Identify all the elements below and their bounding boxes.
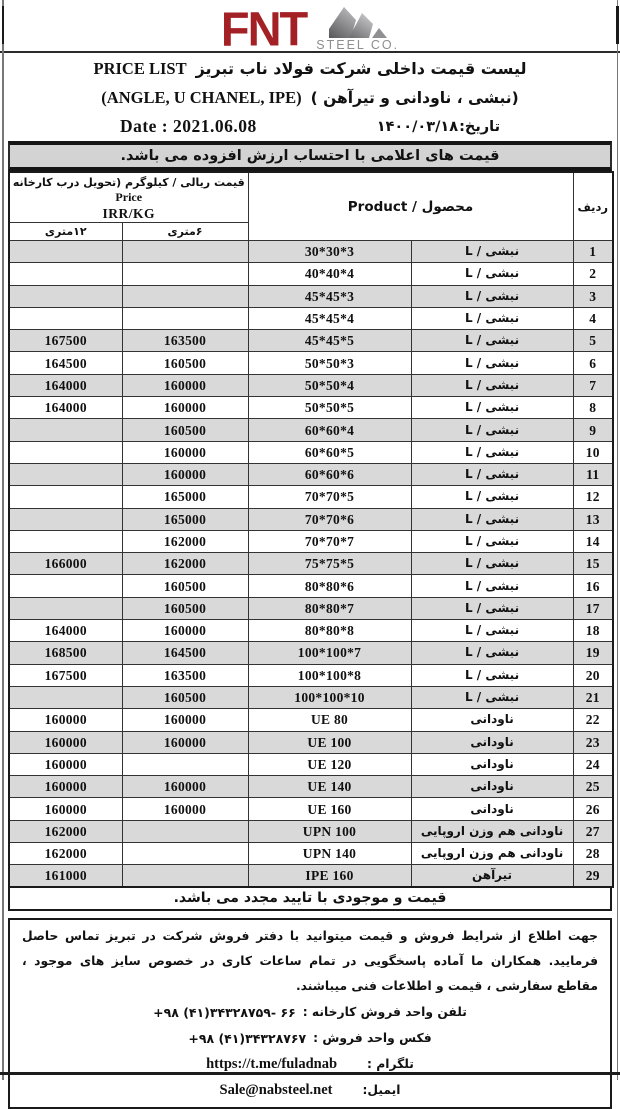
price-table (8, 171, 614, 888)
cell-no: 7 (573, 374, 613, 396)
email-label: ایمیل: (362, 1083, 401, 1098)
cell-size: 60*60*5 (248, 441, 411, 463)
scan-mark-top-left (2, 6, 5, 44)
cell-p6: 160500 (122, 597, 248, 619)
cell-p6: 165000 (122, 486, 248, 508)
date-jalali-value: ۱۴۰۰/۰۳/۱۸ (376, 118, 459, 135)
cell-size: 80*80*8 (248, 620, 411, 642)
cell-p6 (122, 241, 248, 263)
table-row (9, 843, 613, 865)
cell-no: 27 (573, 820, 613, 842)
cell-no: 15 (573, 553, 613, 575)
cell-p6: 160000 (122, 441, 248, 463)
cell-p12: 168500 (9, 642, 122, 664)
cell-no: 13 (573, 508, 613, 530)
cell-no: 16 (573, 575, 613, 597)
cell-type: نبشی / L (411, 486, 573, 508)
cell-size: 70*70*6 (248, 508, 411, 530)
cell-type: نبشی / L (411, 285, 573, 307)
table-row (9, 330, 613, 352)
table-row (9, 307, 613, 329)
page-edge-right (617, 0, 619, 1080)
cell-type: نبشی / L (411, 397, 573, 419)
cell-p12 (9, 285, 122, 307)
cell-type: نبشی / L (411, 419, 573, 441)
cell-size: UE 120 (248, 753, 411, 775)
cell-no: 24 (573, 753, 613, 775)
cell-type: ناودانی (411, 798, 573, 820)
cell-p6: 160500 (122, 352, 248, 374)
subtitle-en: (ANGLE, U CHANEL, IPE) (101, 88, 302, 107)
cell-p12 (9, 575, 122, 597)
reconfirmation-note: قیمت و موجودی با تایید مجدد می باشد. (8, 888, 612, 911)
cell-p6: 160000 (122, 798, 248, 820)
cell-p6 (122, 843, 248, 865)
cell-type: نبشی / L (411, 263, 573, 285)
table-row (9, 241, 613, 263)
title-en: PRICE LIST (93, 58, 187, 78)
cell-size: UE 160 (248, 798, 411, 820)
footer-notes-box (8, 918, 612, 1109)
phone-label: تلفن واحد فروش کارخانه : (302, 1005, 467, 1020)
cell-type: نبشی / L (411, 508, 573, 530)
cell-p12: 162000 (9, 843, 122, 865)
telegram-link[interactable]: https://t.me/fuladnab (206, 1055, 338, 1072)
price-table-header (9, 172, 613, 241)
column-header-irrkg: IRR/KG (102, 206, 156, 221)
cell-no: 9 (573, 419, 613, 441)
cell-type: نبشی / L (411, 441, 573, 463)
table-row (9, 664, 613, 686)
cell-p12: 160000 (9, 731, 122, 753)
column-header-price: قیمت ریالی / کیلوگرم (تحویل درب کارخانه Price IRR/KG (9, 172, 248, 223)
cell-p6: 160500 (122, 686, 248, 708)
table-row (9, 508, 613, 530)
cell-p12: 164000 (9, 374, 122, 396)
telegram-label: تلگرام : (367, 1057, 414, 1072)
cell-type: نبشی / L (411, 642, 573, 664)
cell-size: 70*70*7 (248, 530, 411, 552)
column-header-6m: ۶متری (122, 223, 248, 241)
table-row (9, 553, 613, 575)
cell-type: نبشی / L (411, 352, 573, 374)
cell-p12: 167500 (9, 664, 122, 686)
cell-no: 19 (573, 642, 613, 664)
cell-size: UE 140 (248, 776, 411, 798)
letterhead (0, 0, 620, 56)
cell-no: 29 (573, 865, 613, 888)
cell-size: 80*80*7 (248, 597, 411, 619)
cell-size: UPN 100 (248, 820, 411, 842)
table-row (9, 397, 613, 419)
cell-size: 60*60*4 (248, 419, 411, 441)
cell-size: 60*60*6 (248, 463, 411, 485)
cell-p6 (122, 820, 248, 842)
table-row (9, 686, 613, 708)
cell-p6 (122, 263, 248, 285)
cell-p12 (9, 419, 122, 441)
cell-p12: 167500 (9, 330, 122, 352)
cell-no: 21 (573, 686, 613, 708)
cell-no: 5 (573, 330, 613, 352)
scan-mark-top-right (616, 6, 619, 44)
cell-size: 40*40*4 (248, 263, 411, 285)
cell-size: 45*45*5 (248, 330, 411, 352)
cell-size: 50*50*4 (248, 374, 411, 396)
fax-label: فکس واحد فروش : (313, 1031, 432, 1046)
cell-p12: 160000 (9, 709, 122, 731)
table-row (9, 530, 613, 552)
cell-type: نبشی / L (411, 620, 573, 642)
cell-size: UE 80 (248, 709, 411, 731)
cell-size: 45*45*4 (248, 307, 411, 329)
cell-no: 20 (573, 664, 613, 686)
cell-no: 14 (573, 530, 613, 552)
cell-p12: 164000 (9, 620, 122, 642)
table-row (9, 642, 613, 664)
table-row (9, 441, 613, 463)
cell-p12: 160000 (9, 753, 122, 775)
cell-size: 100*100*8 (248, 664, 411, 686)
cell-size: 80*80*6 (248, 575, 411, 597)
cell-size: IPE 160 (248, 865, 411, 888)
table-row (9, 486, 613, 508)
cell-p6 (122, 865, 248, 888)
cell-p12: 160000 (9, 798, 122, 820)
cell-size: 30*30*3 (248, 241, 411, 263)
cell-p12 (9, 686, 122, 708)
column-header-product: محصول / Product (248, 172, 573, 241)
table-row (9, 575, 613, 597)
column-header-row-number: ردیف (573, 172, 613, 241)
logo-text-fnt: FNT (220, 0, 307, 56)
table-row (9, 597, 613, 619)
cell-p6: 165000 (122, 508, 248, 530)
cell-type: ناودانی هم وزن اروپایی (411, 820, 573, 842)
cell-type: نبشی / L (411, 664, 573, 686)
table-row (9, 709, 613, 731)
cell-p6: 160000 (122, 374, 248, 396)
cell-type: نبشی / L (411, 597, 573, 619)
cell-type: ناودانی (411, 731, 573, 753)
cell-type: نبشی / L (411, 330, 573, 352)
cell-type: ناودانی (411, 776, 573, 798)
document-title (0, 53, 620, 84)
cell-size: 100*100*10 (248, 686, 411, 708)
cell-no: 22 (573, 709, 613, 731)
cell-size: 70*70*5 (248, 486, 411, 508)
cell-type: نبشی / L (411, 686, 573, 708)
cell-type: ناودانی (411, 753, 573, 775)
cell-p6 (122, 753, 248, 775)
cell-type: نبشی / L (411, 553, 573, 575)
title-fa: لیست قیمت داخلی شرکت فولاد ناب تبریز (195, 59, 527, 78)
date-jalali-label: تاریخ: (459, 118, 501, 135)
cell-p12 (9, 441, 122, 463)
cell-p6: 163500 (122, 330, 248, 352)
table-row (9, 820, 613, 842)
cell-p12: 164500 (9, 352, 122, 374)
cell-p12: 162000 (9, 820, 122, 842)
cell-type: نبشی / L (411, 530, 573, 552)
cell-no: 18 (573, 620, 613, 642)
table-row (9, 374, 613, 396)
cell-p6: 162000 (122, 530, 248, 552)
cell-p6: 160000 (122, 776, 248, 798)
cell-size: 50*50*5 (248, 397, 411, 419)
cell-no: 3 (573, 285, 613, 307)
cell-type: ناودانی هم وزن اروپایی (411, 843, 573, 865)
cell-p6: 160000 (122, 709, 248, 731)
cell-p12 (9, 463, 122, 485)
page-edge-left (2, 0, 4, 1080)
phone-line (22, 999, 598, 1025)
table-row (9, 352, 613, 374)
mountain-logo-icon (329, 5, 387, 38)
cell-size: 75*75*5 (248, 553, 411, 575)
cell-type: نبشی / L (411, 463, 573, 485)
cell-no: 2 (573, 263, 613, 285)
cell-type: نبشی / L (411, 241, 573, 263)
cell-p6: 160000 (122, 731, 248, 753)
table-row (9, 753, 613, 775)
price-table-body (9, 241, 613, 888)
cell-p12: 161000 (9, 865, 122, 888)
cell-p6: 160500 (122, 575, 248, 597)
cell-p12 (9, 486, 122, 508)
cell-p6: 164500 (122, 642, 248, 664)
fax-line (22, 1025, 598, 1051)
date-jalali (377, 119, 500, 135)
page-edge-bottom (0, 1072, 620, 1075)
cell-p6: 160000 (122, 397, 248, 419)
table-row (9, 731, 613, 753)
document-subtitle (0, 84, 620, 112)
table-row (9, 263, 613, 285)
cell-p6 (122, 285, 248, 307)
cell-no: 12 (573, 486, 613, 508)
cell-no: 6 (573, 352, 613, 374)
cell-size: UE 100 (248, 731, 411, 753)
cell-no: 1 (573, 241, 613, 263)
cell-type: ناودانی (411, 709, 573, 731)
subtitle-fa: (نبشی ، ناودانی و تیرآهن ) (310, 89, 519, 107)
sales-info-paragraph: جهت اطلاع از شرایط فروش و قیمت میتوانید با دفتر فروش شرکت در تبریز تماس حاصل فرمایید. همکاران ما آماده پاسخگویی در تمام ساعات کاری در خصوص سایز های موجود ، مقاطع سفارشی ، قیمت و اطلاعات فنی میباشند. (22, 929, 598, 994)
cell-p12 (9, 307, 122, 329)
cell-p12 (9, 508, 122, 530)
logo-subtitle: STEEL CO. (316, 38, 400, 53)
column-header-12m: ۱۲متری (9, 223, 122, 241)
cell-p12 (9, 241, 122, 263)
cell-no: 11 (573, 463, 613, 485)
cell-p6 (122, 307, 248, 329)
cell-no: 8 (573, 397, 613, 419)
table-row (9, 865, 613, 888)
table-row (9, 419, 613, 441)
date-gregorian: Date : 2021.06.08 (119, 116, 257, 136)
cell-p6: 160000 (122, 463, 248, 485)
email-line (22, 1077, 598, 1103)
vat-notice-banner: قیمت های اعلامی با احتساب ارزش افزوده می باشد. (8, 141, 612, 171)
cell-no: 10 (573, 441, 613, 463)
cell-no: 17 (573, 597, 613, 619)
cell-size: UPN 140 (248, 843, 411, 865)
cell-size: 45*45*3 (248, 285, 411, 307)
cell-p12 (9, 263, 122, 285)
cell-p6: 163500 (122, 664, 248, 686)
table-row (9, 463, 613, 485)
cell-no: 28 (573, 843, 613, 865)
cell-type: نبشی / L (411, 374, 573, 396)
cell-p12: 160000 (9, 776, 122, 798)
cell-no: 4 (573, 307, 613, 329)
cell-p12 (9, 597, 122, 619)
date-row (0, 112, 620, 141)
cell-no: 25 (573, 776, 613, 798)
fax-number: +۹۸ (۴۱)۳۴۳۲۸۷۶۷ (188, 1030, 307, 1046)
phone-number: +۹۸ (۴۱)۳۴۳۲۸۷۵۹- ۶۶ (153, 1004, 296, 1020)
cell-size: 50*50*3 (248, 352, 411, 374)
cell-type: نبشی / L (411, 575, 573, 597)
cell-type: نبشی / L (411, 307, 573, 329)
cell-p12 (9, 530, 122, 552)
table-row (9, 620, 613, 642)
table-row (9, 776, 613, 798)
cell-p12: 166000 (9, 553, 122, 575)
table-row (9, 285, 613, 307)
cell-p6: 160500 (122, 419, 248, 441)
cell-p6: 160000 (122, 620, 248, 642)
cell-p6: 162000 (122, 553, 248, 575)
company-logo (0, 0, 620, 56)
table-row (9, 798, 613, 820)
email-link[interactable]: Sale@nabsteel.net (219, 1081, 333, 1098)
cell-p12: 164000 (9, 397, 122, 419)
cell-type: تیرآهن (411, 865, 573, 888)
cell-size: 100*100*7 (248, 642, 411, 664)
cell-no: 23 (573, 731, 613, 753)
cell-no: 26 (573, 798, 613, 820)
